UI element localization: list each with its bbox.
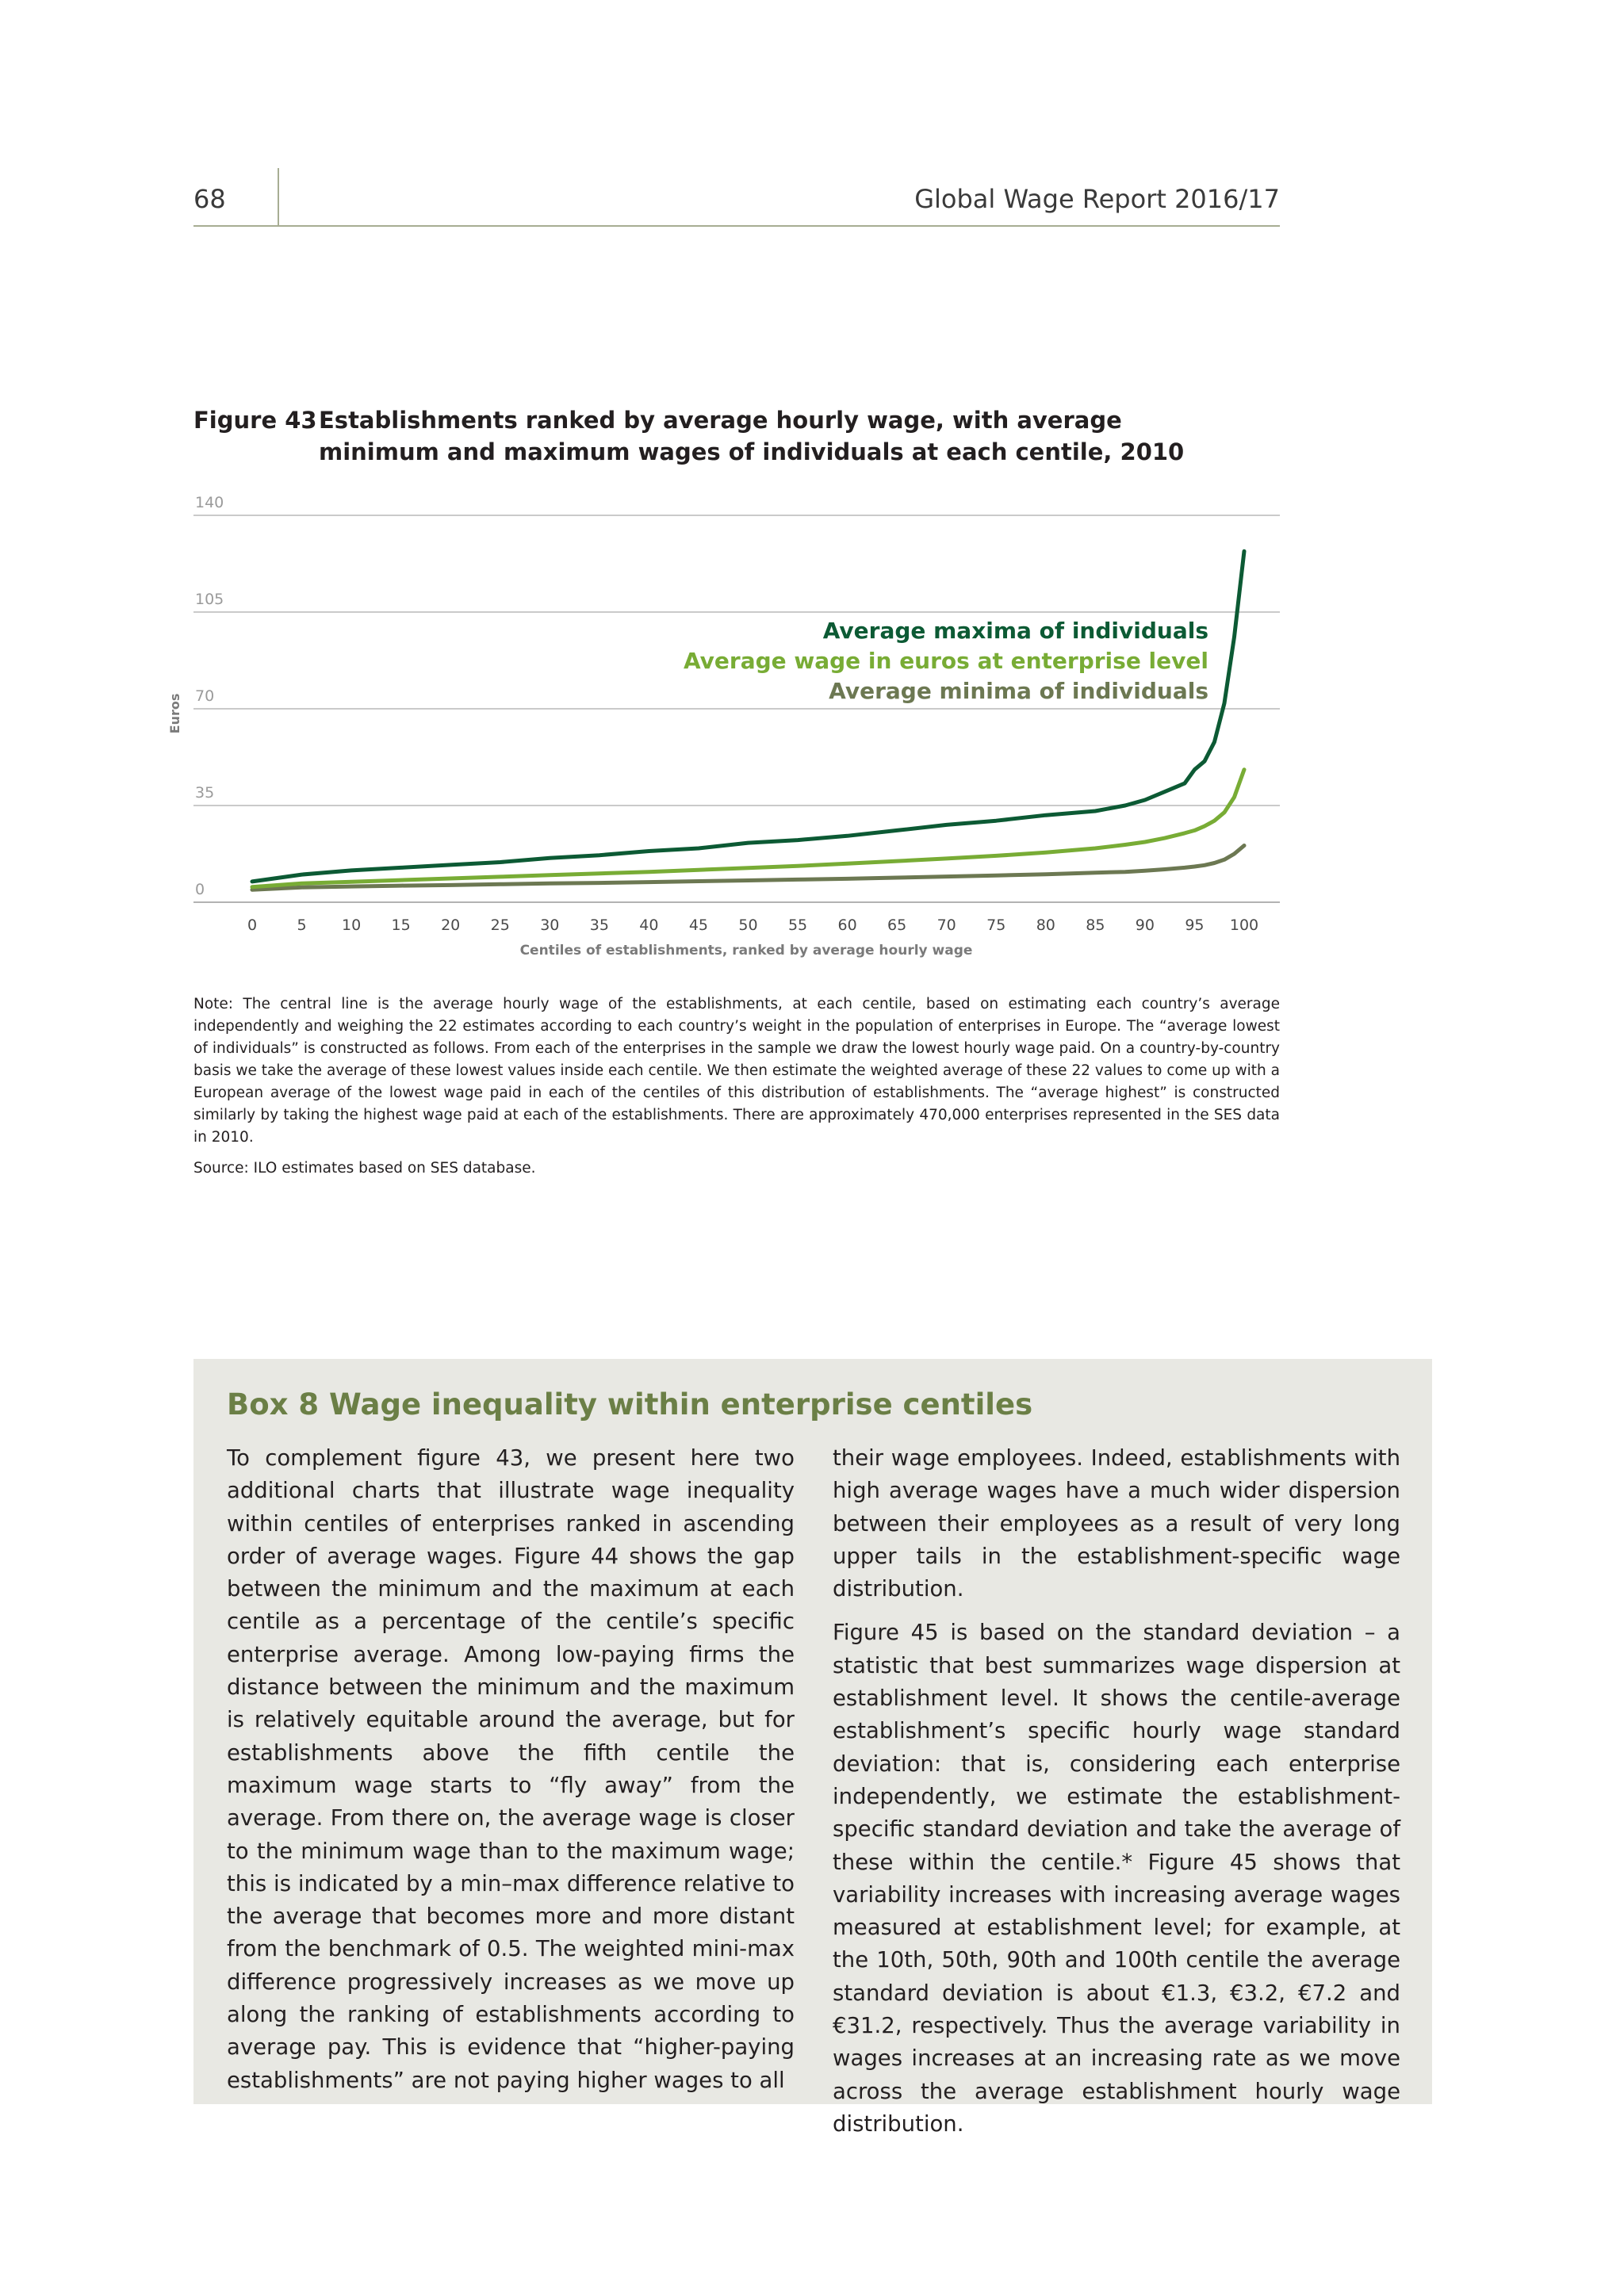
x-tick-label: 30 xyxy=(540,916,560,934)
legend-entry: Average wage in euros at enterprise level xyxy=(683,648,1208,674)
y-tick-label: 35 xyxy=(195,784,215,802)
x-axis-label: Centiles of establishments, ranked by average hourly wage xyxy=(519,943,973,959)
x-tick-label: 20 xyxy=(441,916,461,934)
x-tick-label: 70 xyxy=(936,916,956,934)
y-tick-label: 70 xyxy=(195,687,215,705)
line-chart xyxy=(0,0,1624,983)
x-tick-label: 45 xyxy=(688,916,709,934)
figure-title-text: Establishments ranked by average hourly wage, with average minimum and maximum wages of individuals at each centile, 2010 xyxy=(319,407,1185,465)
x-tick-label: 60 xyxy=(837,916,857,934)
x-tick-label: 15 xyxy=(391,916,411,934)
page-number: 68 xyxy=(193,184,226,214)
x-tick-label: 10 xyxy=(342,916,362,934)
x-tick-label: 90 xyxy=(1135,916,1155,934)
x-tick-label: 65 xyxy=(887,916,907,934)
box-paragraph: To complement figure 43, we present here two additional charts that illustrate wage inequality within centiles of enterprises ranked in ascending order of average wages. Figure 44 shows the gap between the minimum and the maximum at each centile as a percentage of the centile’s specific enterprise average. Among low-paying firms the distance between the minimum and the maximum is relatively equitable around the average, but for establishments above the fifth centile the maximum wage starts to “fly away” from the average. From there on, the average wage is closer to the minimum wage than to the maximum wage; this is indicated by a min–max difference relative to the average that becomes more and more distant from the benchmark of 0.5. The weighted mini-max difference progressively increases as we move up along the ranking of establishments according to average pay. This is evidence that “higher-paying establishments” are not paying higher wages to all xyxy=(227,1445,795,2093)
x-tick-label: 55 xyxy=(787,916,808,934)
x-tick-label: 80 xyxy=(1036,916,1055,934)
box-paragraph: their wage employees. Indeed, establishments with high average wages have a much wider dispersion between their employees as a result of very long upper tails in the establishment-specific wage distribution. xyxy=(833,1445,1400,1602)
y-tick-label: 0 xyxy=(195,881,205,898)
figure-note: Note: The central line is the average hourly wage of the establishments, at each centile, based on estimating each country’s average independently and weighing the 22 estimates according to each country’s weight in the population of enterprises in Europe. The “average lowest of individuals” is constructed as follows. From each of the enterprises in the sample we draw the lowest hourly wage paid. On a country-by-country basis we take the average of these lowest values inside each centile. We then estimate the weighted average of these 22 values to come up with a European average of the lowest wage paid in each of the centiles of this distribution of establishments. The “average highest” is constructed similarly by taking the highest wage paid at each of the establishments. There are approximately 470,000 enterprises represented in the SES data in 2010. xyxy=(193,996,1280,1146)
x-tick-label: 50 xyxy=(738,916,758,934)
box-8 xyxy=(193,1359,1432,2137)
y-tick-label: 140 xyxy=(195,494,224,511)
chart-legend xyxy=(684,618,1208,704)
figure-source: Source: ILO estimates based on SES database. xyxy=(193,1160,536,1177)
x-tick-label: 5 xyxy=(297,916,307,934)
series-line xyxy=(252,551,1244,882)
box-paragraph: Figure 45 is based on the standard deviation – a statistic that best summarizes wage dispersion at establishment level. It shows the centile-average establishment’s specific hourly wage standard deviation: that is, considering each enterprise independently, we estimate the establishment-specific standard deviation and take the average of these within the centile.* Figure 45 shows that variability increases with increasing average wages measured at establishment level; for example, at the 10th, 50th, 90th and 100th centile the average standard deviation is about €1.3, €3.2, €7.2 and €31.2, respectively. Thus the average variability in wages increases at an increasing rate as we move across the average establishment hourly wage distribution. xyxy=(833,1620,1400,2137)
x-tick-label: 35 xyxy=(589,916,609,934)
x-axis-ticks xyxy=(247,916,1258,934)
x-tick-label: 40 xyxy=(639,916,659,934)
legend-entry: Average maxima of individuals xyxy=(822,618,1208,644)
x-tick-label: 25 xyxy=(490,916,510,934)
x-tick-label: 0 xyxy=(247,916,258,934)
chart-series-lines xyxy=(252,551,1244,890)
box-title: Box 8 Wage inequality within enterprise centiles xyxy=(227,1387,1033,1422)
running-title: Global Wage Report 2016/17 xyxy=(914,184,1280,214)
y-axis-ticks xyxy=(195,494,224,898)
x-tick-label: 95 xyxy=(1185,916,1205,934)
figure-label: Figure 43 xyxy=(193,407,317,434)
x-tick-label: 75 xyxy=(986,916,1006,934)
box-right-column xyxy=(833,1442,1400,2141)
y-tick-label: 105 xyxy=(195,591,224,608)
box-left-column xyxy=(227,1442,795,2097)
legend-entry: Average minima of individuals xyxy=(829,678,1208,704)
x-tick-label: 100 xyxy=(1229,916,1259,934)
y-axis-label: Euros xyxy=(167,693,182,734)
x-tick-label: 85 xyxy=(1086,916,1105,934)
